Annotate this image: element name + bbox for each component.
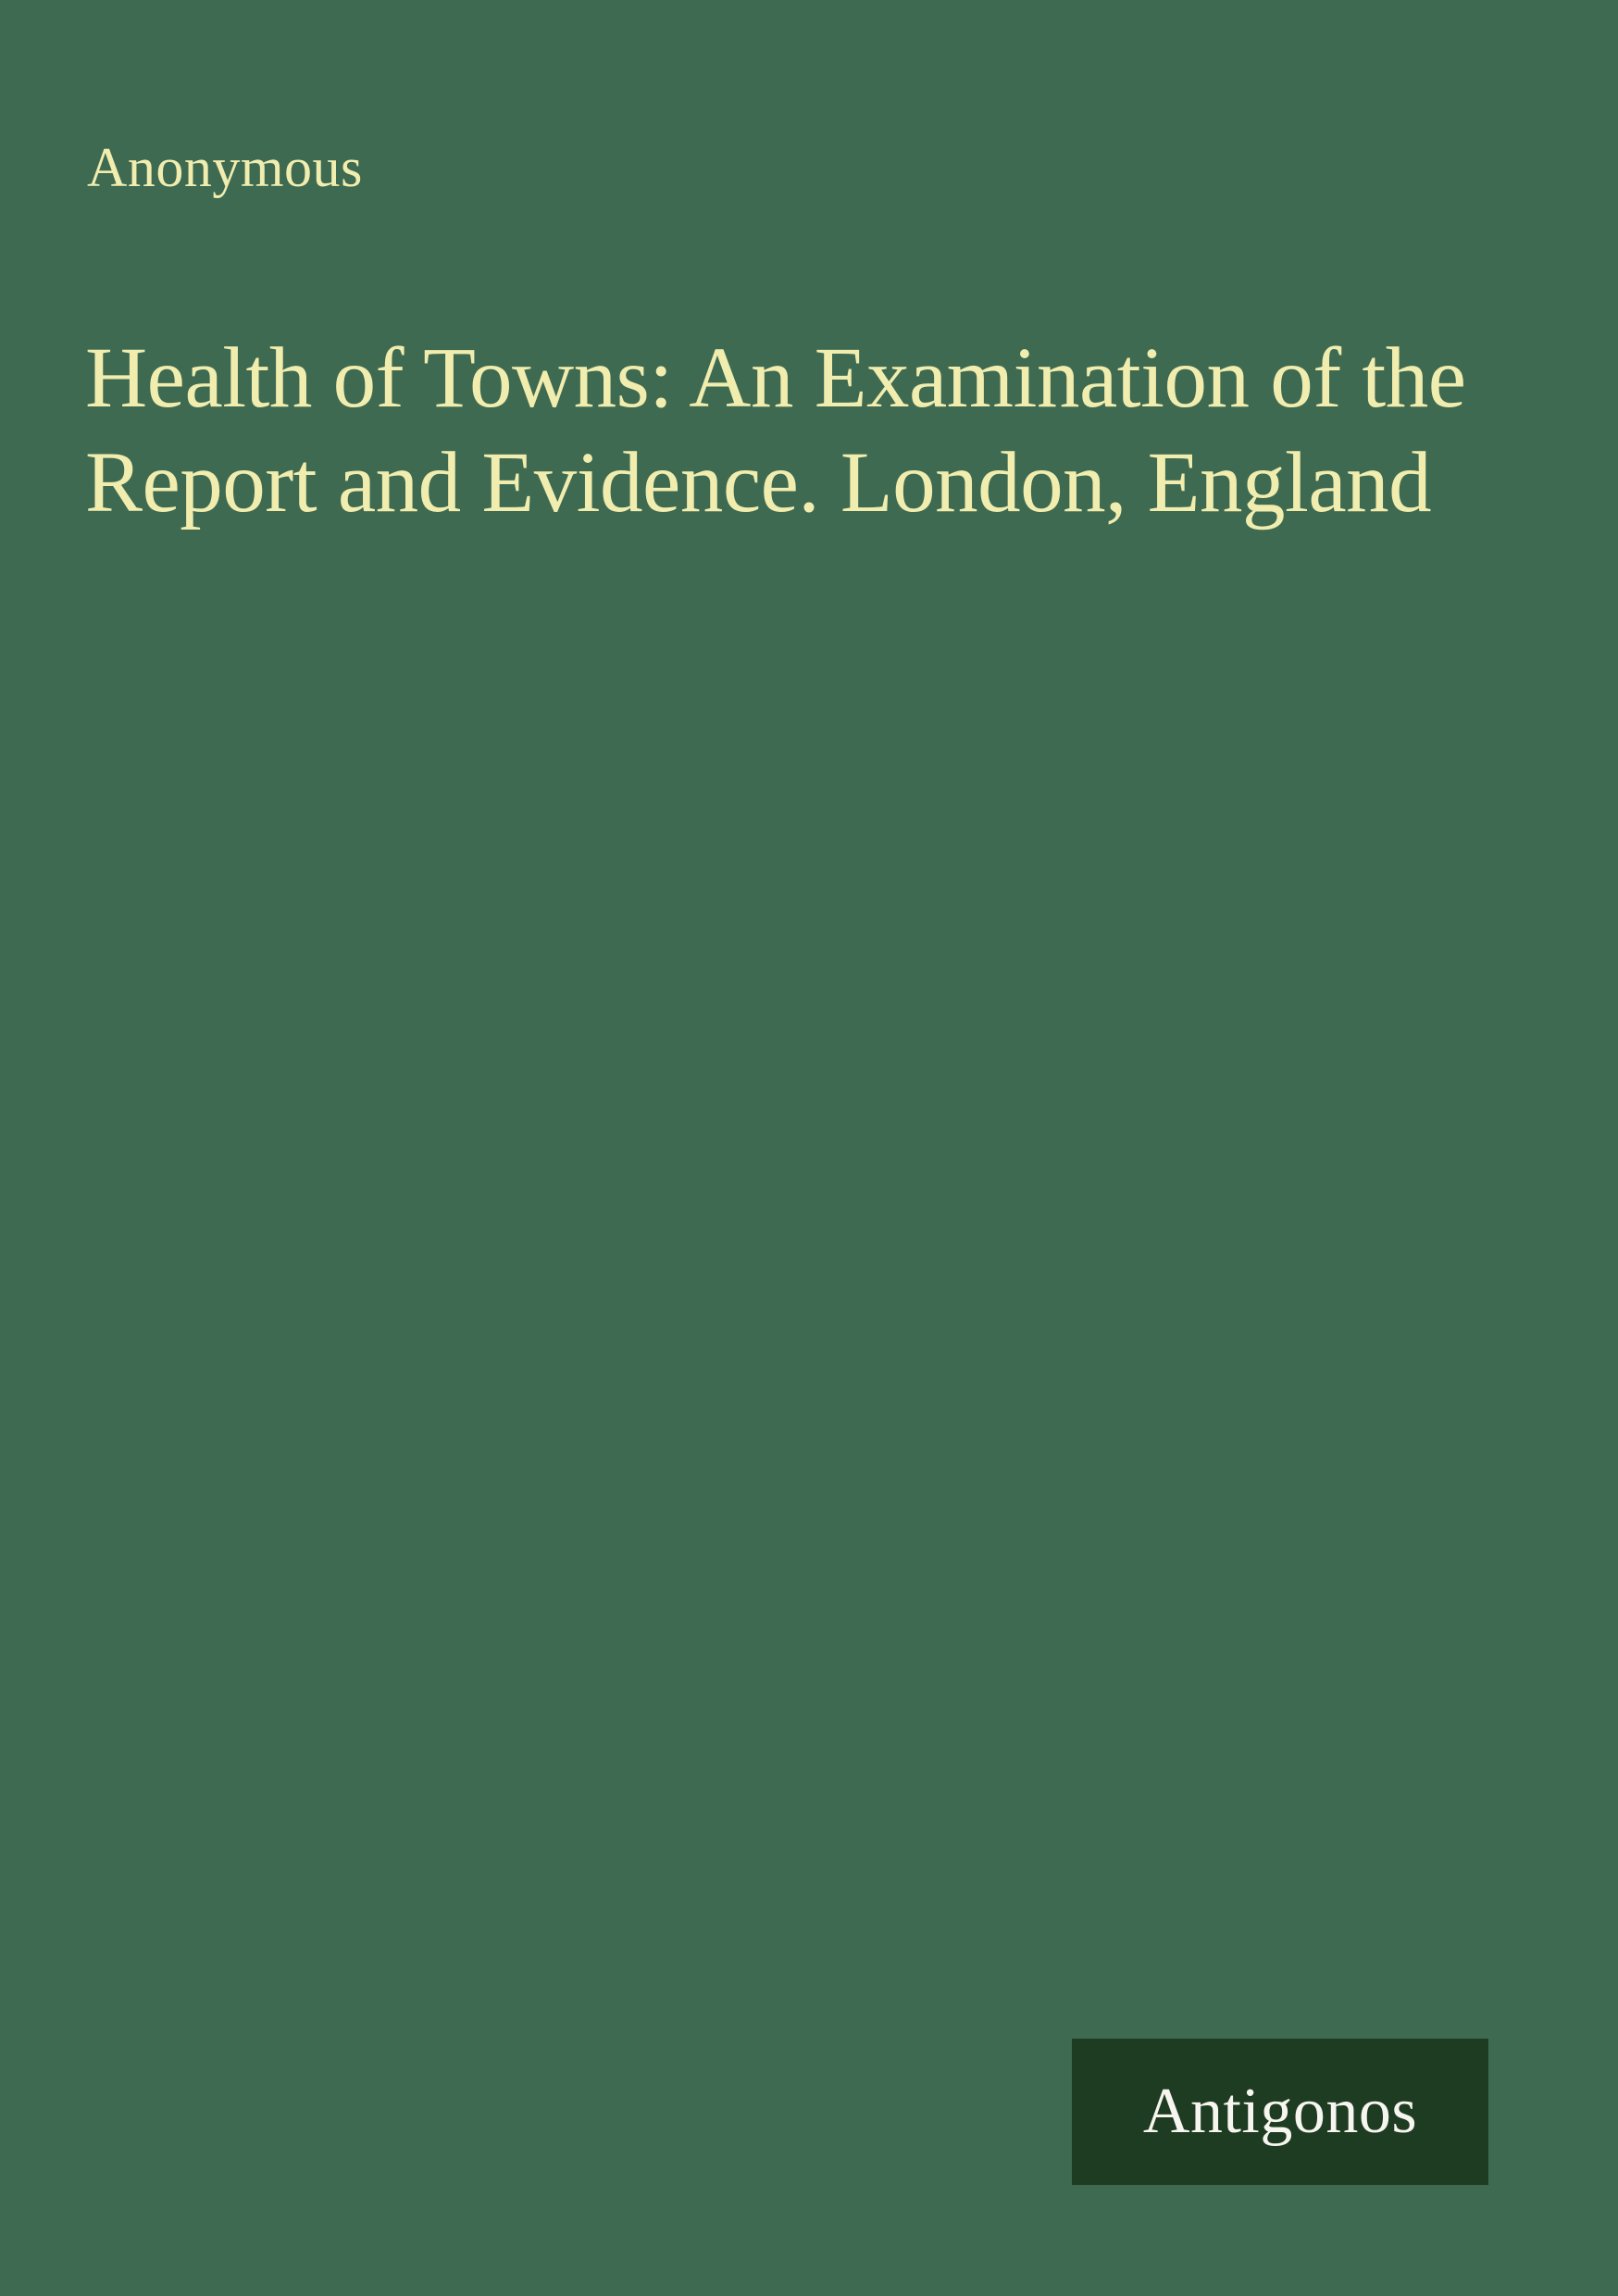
book-title-line-2: Report and Evidence. London, England [85,435,1432,531]
book-title [85,326,1566,536]
book-title-line-1: Health of Towns: An Examination of the [85,331,1466,426]
author-name: Anonymous [87,137,363,198]
publisher-name: Antigonos [1142,2076,1418,2147]
publisher-box [1072,2039,1488,2185]
